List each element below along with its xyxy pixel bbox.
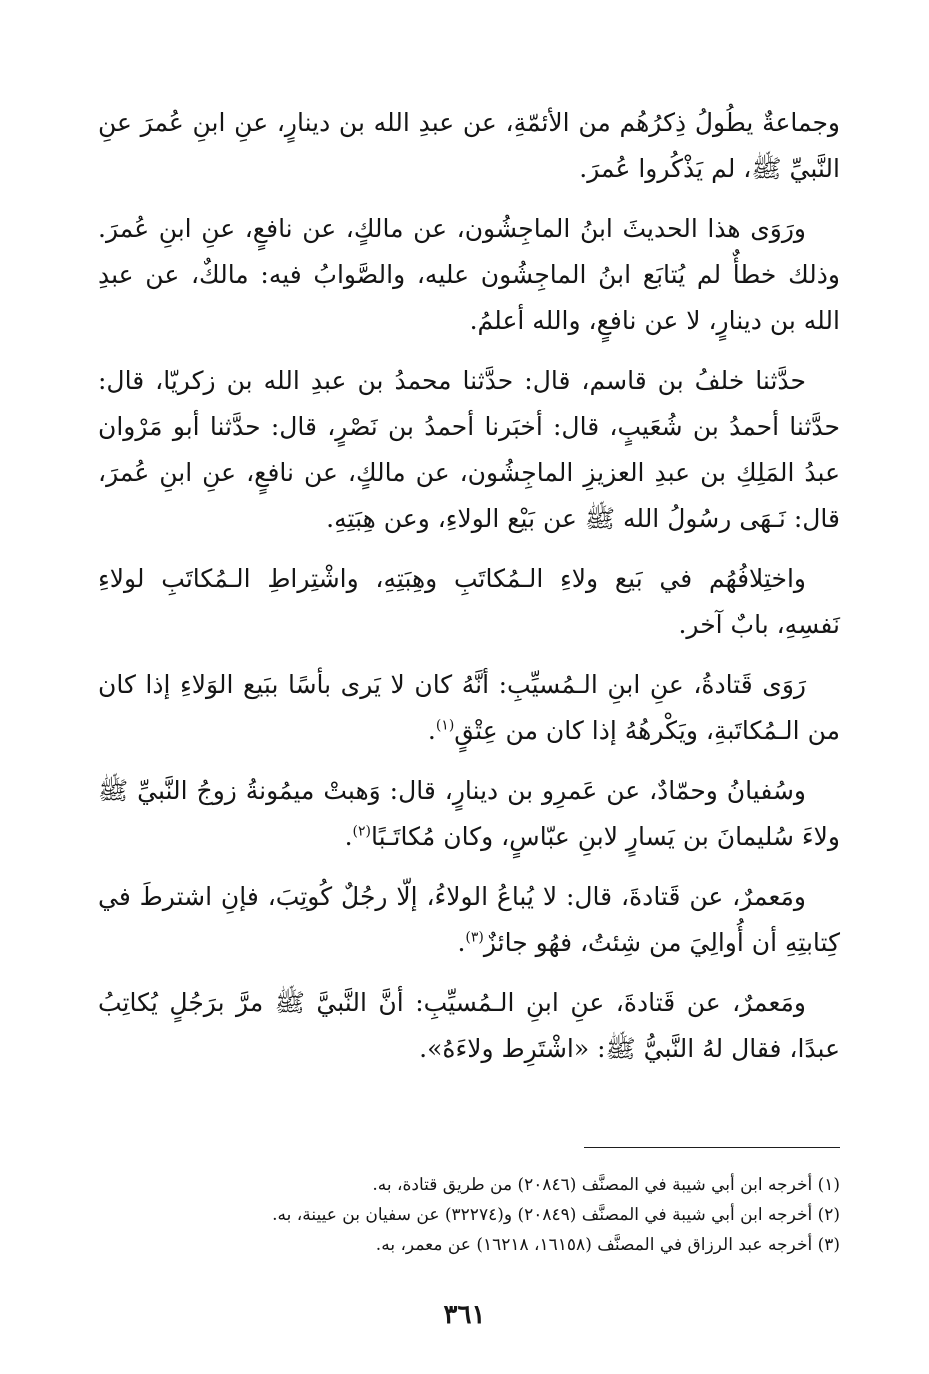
paragraph-text: ومَعمرٌ، عن قَتادةَ، عنِ ابنِ الـمُسيِّبِ: أنَّ النَّبيَّ ﷺ مرَّ برَجُلٍ يُكاتِبُ عبدًا، فقال لهُ النَّبيُّ ﷺ: «اشْتَرِط ولاءَهُ».	[98, 988, 840, 1063]
page-number: ٣٦١	[443, 1300, 486, 1330]
paragraph-text: رَوَى قَتادةُ، عنِ ابنِ الـمُسيِّبِ: أنَّهُ كان لا يَرى بأسًا ببَيع الوَلاءِ إذا كان من الـمُكاتَبةِ، ويَكْرهُهُ إذا كان من عِتْقٍ	[98, 670, 840, 745]
paragraph	[98, 206, 840, 344]
main-text	[98, 100, 840, 1086]
paragraph	[98, 980, 840, 1072]
paragraph: ومَعمرٌ، عن قَتادةَ، قال: لا يُباعُ الولاءُ، إلّا رجُلٌ كُوتِبَ، فإنِ اشترطَ في كِتابتِهِ أن أُوالِيَ من شِئتُ، فهُو جائزٌ$^{(٣)}$.	[98, 882, 840, 957]
paragraph	[98, 556, 840, 648]
footnote-ref: (٣)	[465, 929, 484, 946]
footnote: (٢) أخرجه ابن أبي شيبة في المصنَّف (٢٠٨٤٩) و(٣٢٢٧٤) عن سفيان بن عيينة، به.	[272, 1205, 840, 1225]
footnote: (١) أخرجه ابن أبي شيبة في المصنَّف (٢٠٨٤٦) من طريق قتادة، به.	[372, 1175, 840, 1195]
footnotes	[100, 1170, 840, 1260]
footnote: (٣) أخرجه عبد الرزاق في المصنَّف (١٦١٥٨، ١٦٢١٨) عن معمر، به.	[375, 1235, 840, 1255]
paragraph: رَوَى قَتادةُ، عنِ ابنِ الـمُسيِّبِ: أنَّهُ كان لا يَرى بأسًا ببَيع الوَلاءِ إذا كان من الـمُكاتَبةِ، ويَكْرهُهُ إذا كان من عِتْقٍ$^{(١)}$.	[98, 670, 840, 745]
paragraph-text: وجماعةٌ يطُولُ ذِكرُهُم من الأئمّةِ، عن عبدِ الله بن دينارٍ، عنِ ابنِ عُمرَ عنِ النَّبيِّ ﷺ، لم يَذْكُروا عُمرَ.	[98, 108, 840, 183]
paragraph	[98, 358, 840, 542]
footnote-ref: (١)	[435, 717, 455, 734]
paragraph-text: واختِلافُهُم في بَيع ولاءِ الـمُكاتَبِ وهِبَتِهِ، واشْتِراطِ الـمُكاتَبِ لولاءِ نَفسِهِ، بابٌ آخر.	[98, 564, 840, 639]
paragraph-text: حدَّثنا خلفُ بن قاسم، قال: حدَّثنا محمدُ بن عبدِ الله بن زكريّا، قال: حدَّثنا أحمدُ بن شُعَيبٍ، قال: أخبَرنا أحمدُ بن نَصْرٍ، قال: حدَّثنا أبو مَرْوان عبدُ المَلِكِ بن عبدِ العزيزِ الماجِشُون، عن مالكٍ، عن نافعٍ، عنِ ابنِ عُمرَ، قال: نَـهَى رسُولُ الله ﷺ عن بَيْع الولاءِ، وعن هِبَتِهِ.	[98, 366, 840, 533]
paragraph	[98, 100, 840, 192]
paragraph-text: ورَوَى هذا الحديثَ ابنُ الماجِشُون، عن مالكٍ، عن نافعٍ، عنِ ابنِ عُمرَ. وذلك خطأٌ لم يُتابَع ابنُ الماجِشُون عليه، والصَّوابُ فيه: مالكٌ، عن عبدِ الله بن دينارٍ، لا عن نافعٍ، والله أعلمُ.	[98, 214, 840, 335]
paragraph: وسُفيانُ وحمّادٌ، عن عَمرِو بن دينارٍ، قال: وَهبتْ ميمُونةُ زوجُ النَّبيِّ ﷺ ولاءَ سُليمانَ بن يَسارٍ لابنِ عبّاسٍ، وكان مُكاتَـبًا$^{(٢)}$.	[98, 776, 840, 851]
paragraph-text: وسُفيانُ وحمّادٌ، عن عَمرِو بن دينارٍ، قال: وَهبتْ ميمُونةُ زوجُ النَّبيِّ ﷺ ولاءَ سُليمانَ بن يَسارٍ لابنِ عبّاسٍ، وكان مُكاتَـبًا	[98, 776, 840, 851]
footnote-divider	[584, 1147, 840, 1148]
paragraph-text: ومَعمرٌ، عن قَتادةَ، قال: لا يُباعُ الولاءُ، إلّا رجُلٌ كُوتِبَ، فإنِ اشترطَ في كِتابتِهِ أن أُوالِيَ من شِئتُ، فهُو جائزٌ	[98, 882, 840, 957]
footnote-ref: (٢)	[352, 823, 372, 840]
